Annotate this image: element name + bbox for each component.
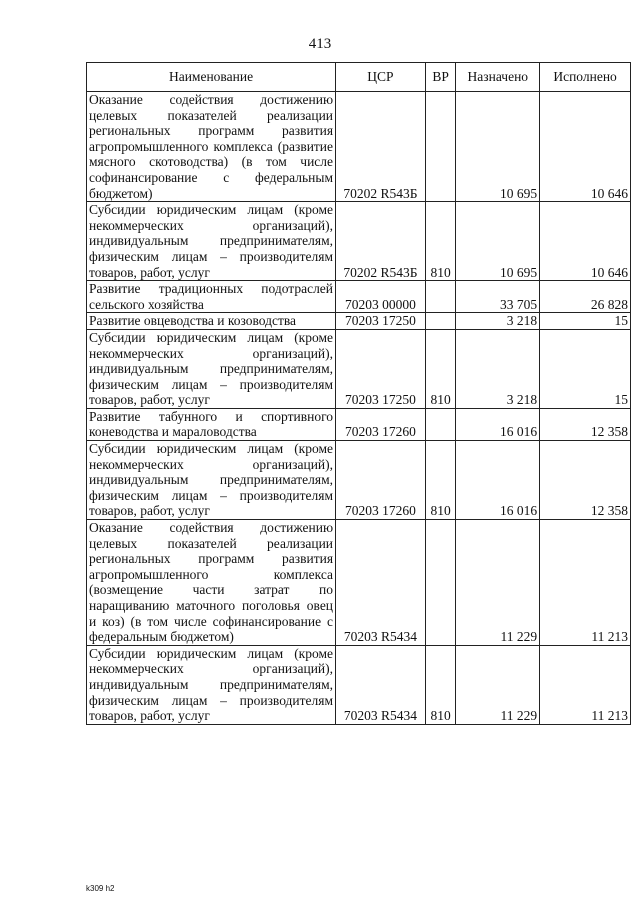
row-csr: 70203 R5434 <box>336 645 426 724</box>
row-name: Развитие овцеводства и козоводства <box>87 313 336 330</box>
row-csr: 70202 R543Б <box>336 92 426 202</box>
row-assigned: 3 218 <box>456 313 540 330</box>
row-assigned: 10 695 <box>456 92 540 202</box>
budget-table <box>86 62 631 725</box>
header-assigned: Назначено <box>456 63 540 92</box>
row-assigned: 3 218 <box>456 329 540 408</box>
table-row <box>87 441 631 520</box>
row-vr <box>425 313 456 330</box>
table-row <box>87 520 631 646</box>
row-name: Оказание содействия достижению целевых показателей реализации региональных программ развития агропромышленного комплекса (развитие мясного скотоводства) (в том числе софинансирование с федеральным бюджетом) <box>87 92 336 202</box>
row-csr: 70203 17260 <box>336 441 426 520</box>
row-name: Развитие табунного и спортивного коневодства и мараловодства <box>87 408 336 440</box>
row-vr: 810 <box>425 202 456 281</box>
row-name: Развитие традиционных подотраслей сельского хозяйства <box>87 281 336 313</box>
row-executed: 11 213 <box>540 645 631 724</box>
row-vr: 810 <box>425 645 456 724</box>
row-executed: 15 <box>540 329 631 408</box>
row-vr <box>425 408 456 440</box>
row-assigned: 16 016 <box>456 441 540 520</box>
footer-code: k309 h2 <box>86 884 115 893</box>
table-row <box>87 92 631 202</box>
row-vr <box>425 520 456 646</box>
row-executed: 26 828 <box>540 281 631 313</box>
row-csr: 70203 R5434 <box>336 520 426 646</box>
row-executed: 15 <box>540 313 631 330</box>
row-assigned: 10 695 <box>456 202 540 281</box>
row-executed: 11 213 <box>540 520 631 646</box>
row-name: Субсидии юридическим лицам (кроме некоммерческих организаций), индивидуальным предпринимателям, физическим лицам – производителям товаров, работ, услуг <box>87 441 336 520</box>
row-csr: 70203 00000 <box>336 281 426 313</box>
row-assigned: 11 229 <box>456 520 540 646</box>
row-csr: 70203 17250 <box>336 313 426 330</box>
row-executed: 10 646 <box>540 202 631 281</box>
row-vr <box>425 92 456 202</box>
table-row <box>87 281 631 313</box>
table-row <box>87 329 631 408</box>
row-name: Оказание содействия достижению целевых показателей реализации региональных программ развития агропромышленного комплекса (возмещение части затрат по наращиванию маточного поголовья овец и коз) (в том числе софинансирование с федеральным бюджетом) <box>87 520 336 646</box>
header-name: Наименование <box>87 63 336 92</box>
table-row <box>87 408 631 440</box>
row-assigned: 11 229 <box>456 645 540 724</box>
row-assigned: 33 705 <box>456 281 540 313</box>
row-executed: 12 358 <box>540 441 631 520</box>
row-vr: 810 <box>425 441 456 520</box>
header-vr: ВР <box>425 63 456 92</box>
row-csr: 70203 17250 <box>336 329 426 408</box>
row-name: Субсидии юридическим лицам (кроме некоммерческих организаций), индивидуальным предпринимателям, физическим лицам – производителям товаров, работ, услуг <box>87 645 336 724</box>
table-row <box>87 645 631 724</box>
row-assigned: 16 016 <box>456 408 540 440</box>
row-name: Субсидии юридическим лицам (кроме некоммерческих организаций), индивидуальным предпринимателям, физическим лицам – производителям товаров, работ, услуг <box>87 202 336 281</box>
row-csr: 70202 R543Б <box>336 202 426 281</box>
page-number: 413 <box>308 36 332 52</box>
table-row <box>87 313 631 330</box>
row-executed: 12 358 <box>540 408 631 440</box>
table-header-row <box>87 63 631 92</box>
table-row <box>87 202 631 281</box>
row-vr <box>425 281 456 313</box>
header-executed: Исполнено <box>540 63 631 92</box>
row-executed: 10 646 <box>540 92 631 202</box>
header-csr: ЦСР <box>336 63 426 92</box>
row-vr: 810 <box>425 329 456 408</box>
row-csr: 70203 17260 <box>336 408 426 440</box>
row-name: Субсидии юридическим лицам (кроме некоммерческих организаций), индивидуальным предпринимателям, физическим лицам – производителям товаров, работ, услуг <box>87 329 336 408</box>
